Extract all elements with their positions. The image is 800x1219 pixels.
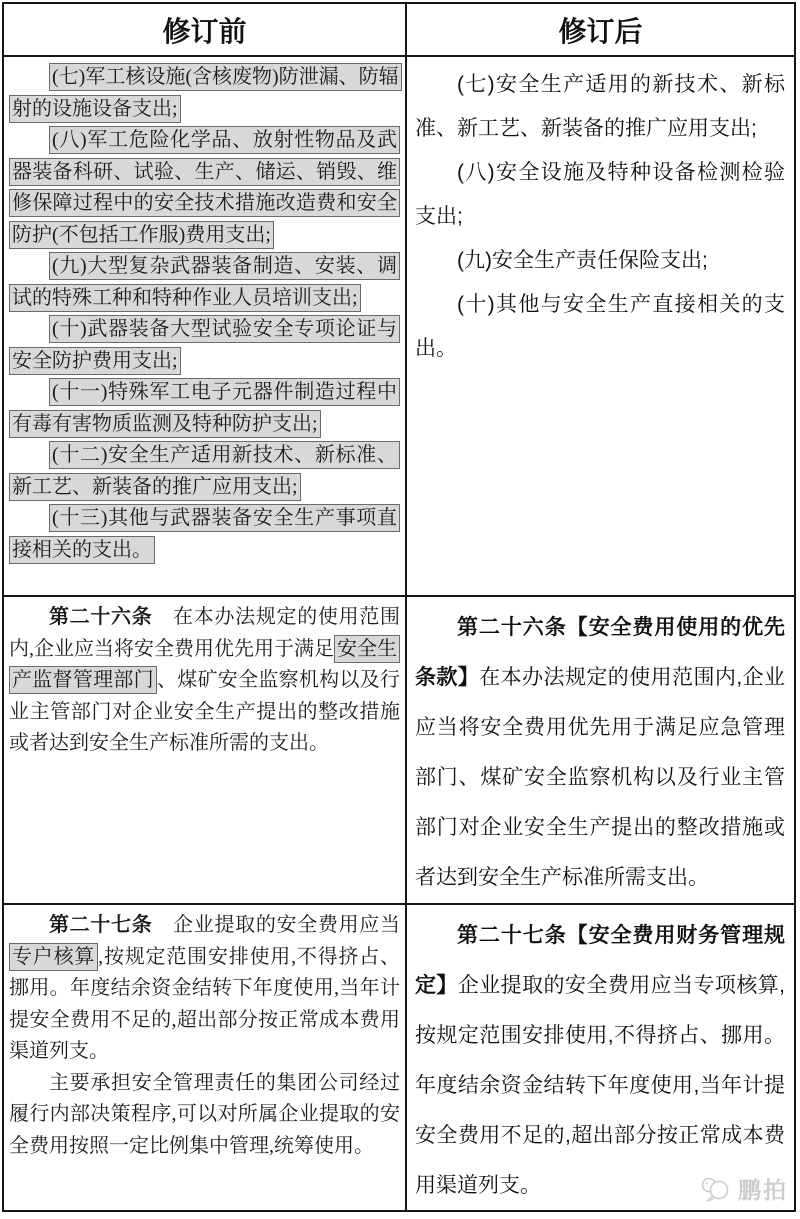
deleted-text: (十)武器装备大型试验安全专项论证与安全防护费用支出; (9, 315, 400, 375)
deleted-text: (十三)其他与武器装备安全生产事项直接相关的支出。 (9, 504, 400, 564)
article-text: 在本办法规定的使用范围内,企业应当将安全费用优先用于满足 (9, 606, 400, 660)
article-text: 企业提取的安全费用应当专项核算,按规定范围安排使用,不得挤占、挪用。年度结余资金结转下年度使用,当年计提安全费用不足的,超出部分按正常成本费用渠道列支。 (415, 974, 785, 1197)
deleted-text: (十一)特殊军工电子元器件制造过程中有毒有害物质监测及特种防护支出; (9, 378, 400, 438)
penpai-watermark (699, 1172, 788, 1205)
deleted-text: (七)军工核设施(含核废物)防泄漏、防辐射的设施设备支出; (9, 63, 402, 123)
cell-before-clauses (4, 57, 407, 597)
watermark-label: 鹏拍 (738, 1177, 788, 1203)
column-header-after (407, 4, 794, 57)
deleted-text: (九)大型复杂武器装备制造、安装、调试的特殊工种和特种作业人员培训支出; (9, 252, 400, 312)
deleted-clause-paragraph (9, 314, 400, 377)
article-text: ,按规定范围安排使用,不得挤占、挪用。年度结余资金结转下年度使用,当年计提安全费用不足的,超出部分按正常成本费用渠道列支。 (9, 945, 401, 1062)
deleted-text: 专户核算 (9, 943, 98, 971)
article-number: 第二十六条 (49, 606, 153, 628)
clause-paragraph: (十)其他与安全生产直接相关的支出。 (415, 293, 785, 360)
article-paragraph (9, 602, 400, 760)
cell-before-article-26 (4, 597, 407, 905)
column-header-before (4, 4, 407, 57)
column-header-after-label: 修订后 (558, 15, 643, 47)
article-number-with-title: 第二十七条【安全费用财务管理规定】 (415, 924, 785, 997)
article-number-with-title: 第二十六条【安全费用使用的优先条款】 (415, 616, 785, 689)
cell-before-article-27 (4, 905, 407, 1210)
deleted-clause-paragraph (9, 125, 400, 251)
article-paragraph (9, 910, 400, 1068)
cell-after-article-27 (407, 905, 794, 1210)
article-number: 第二十七条 (49, 914, 153, 936)
deleted-clause-paragraph (9, 503, 400, 566)
article-paragraph (415, 603, 785, 903)
deleted-clause-paragraph (9, 377, 400, 440)
article-text: 在本办法规定的使用范围内,企业应当将安全费用优先用于满足应急管理部门、煤矿安全监察机构以及行业主管部门对企业安全生产提出的整改措施或者达到安全生产标准所需支出。 (415, 666, 785, 889)
clause-paragraph: (九)安全生产责任保险支出; (457, 249, 708, 272)
article-paragraph: 主要承担安全管理责任的集团公司经过履行内部决策程序,可以对所属企业提取的安全费用按照一定比例集中管理,统筹使用。 (9, 1071, 400, 1157)
deleted-text: 安全生产监督管理部门 (9, 635, 400, 695)
cell-after-clauses (407, 57, 794, 597)
article-text: 企业提取的安全费用应当 (152, 914, 400, 936)
clause-paragraph: (八)安全设施及特种设备检测检验支出; (415, 161, 785, 228)
cell-after-article-26 (407, 597, 794, 905)
article-text: 、煤矿安全监察机构以及行业主管部门对企业安全生产提出的整改措施或者达到安全生产标准所需的支出。 (9, 669, 401, 754)
penpai-bird-logo-icon (699, 1176, 733, 1202)
deleted-clause-paragraph (9, 62, 400, 125)
article-paragraph (415, 911, 785, 1210)
deleted-text: (八)军工危险化学品、放射性物品及武器装备科研、试验、生产、储运、销毁、维修保障过程中的安全技术措施改造费和安全防护(不包括工作服)费用支出; (9, 126, 400, 249)
revision-compare-table (2, 2, 796, 1212)
deleted-text: (十二)安全生产适用新技术、新标准、新工艺、新装备的推广应用支出; (9, 441, 400, 501)
column-header-before-label: 修订前 (162, 16, 247, 48)
deleted-clause-paragraph (9, 440, 400, 503)
deleted-clause-paragraph (9, 251, 400, 314)
clause-paragraph: (七)安全生产适用的新技术、新标准、新工艺、新装备的推广应用支出; (415, 73, 785, 140)
